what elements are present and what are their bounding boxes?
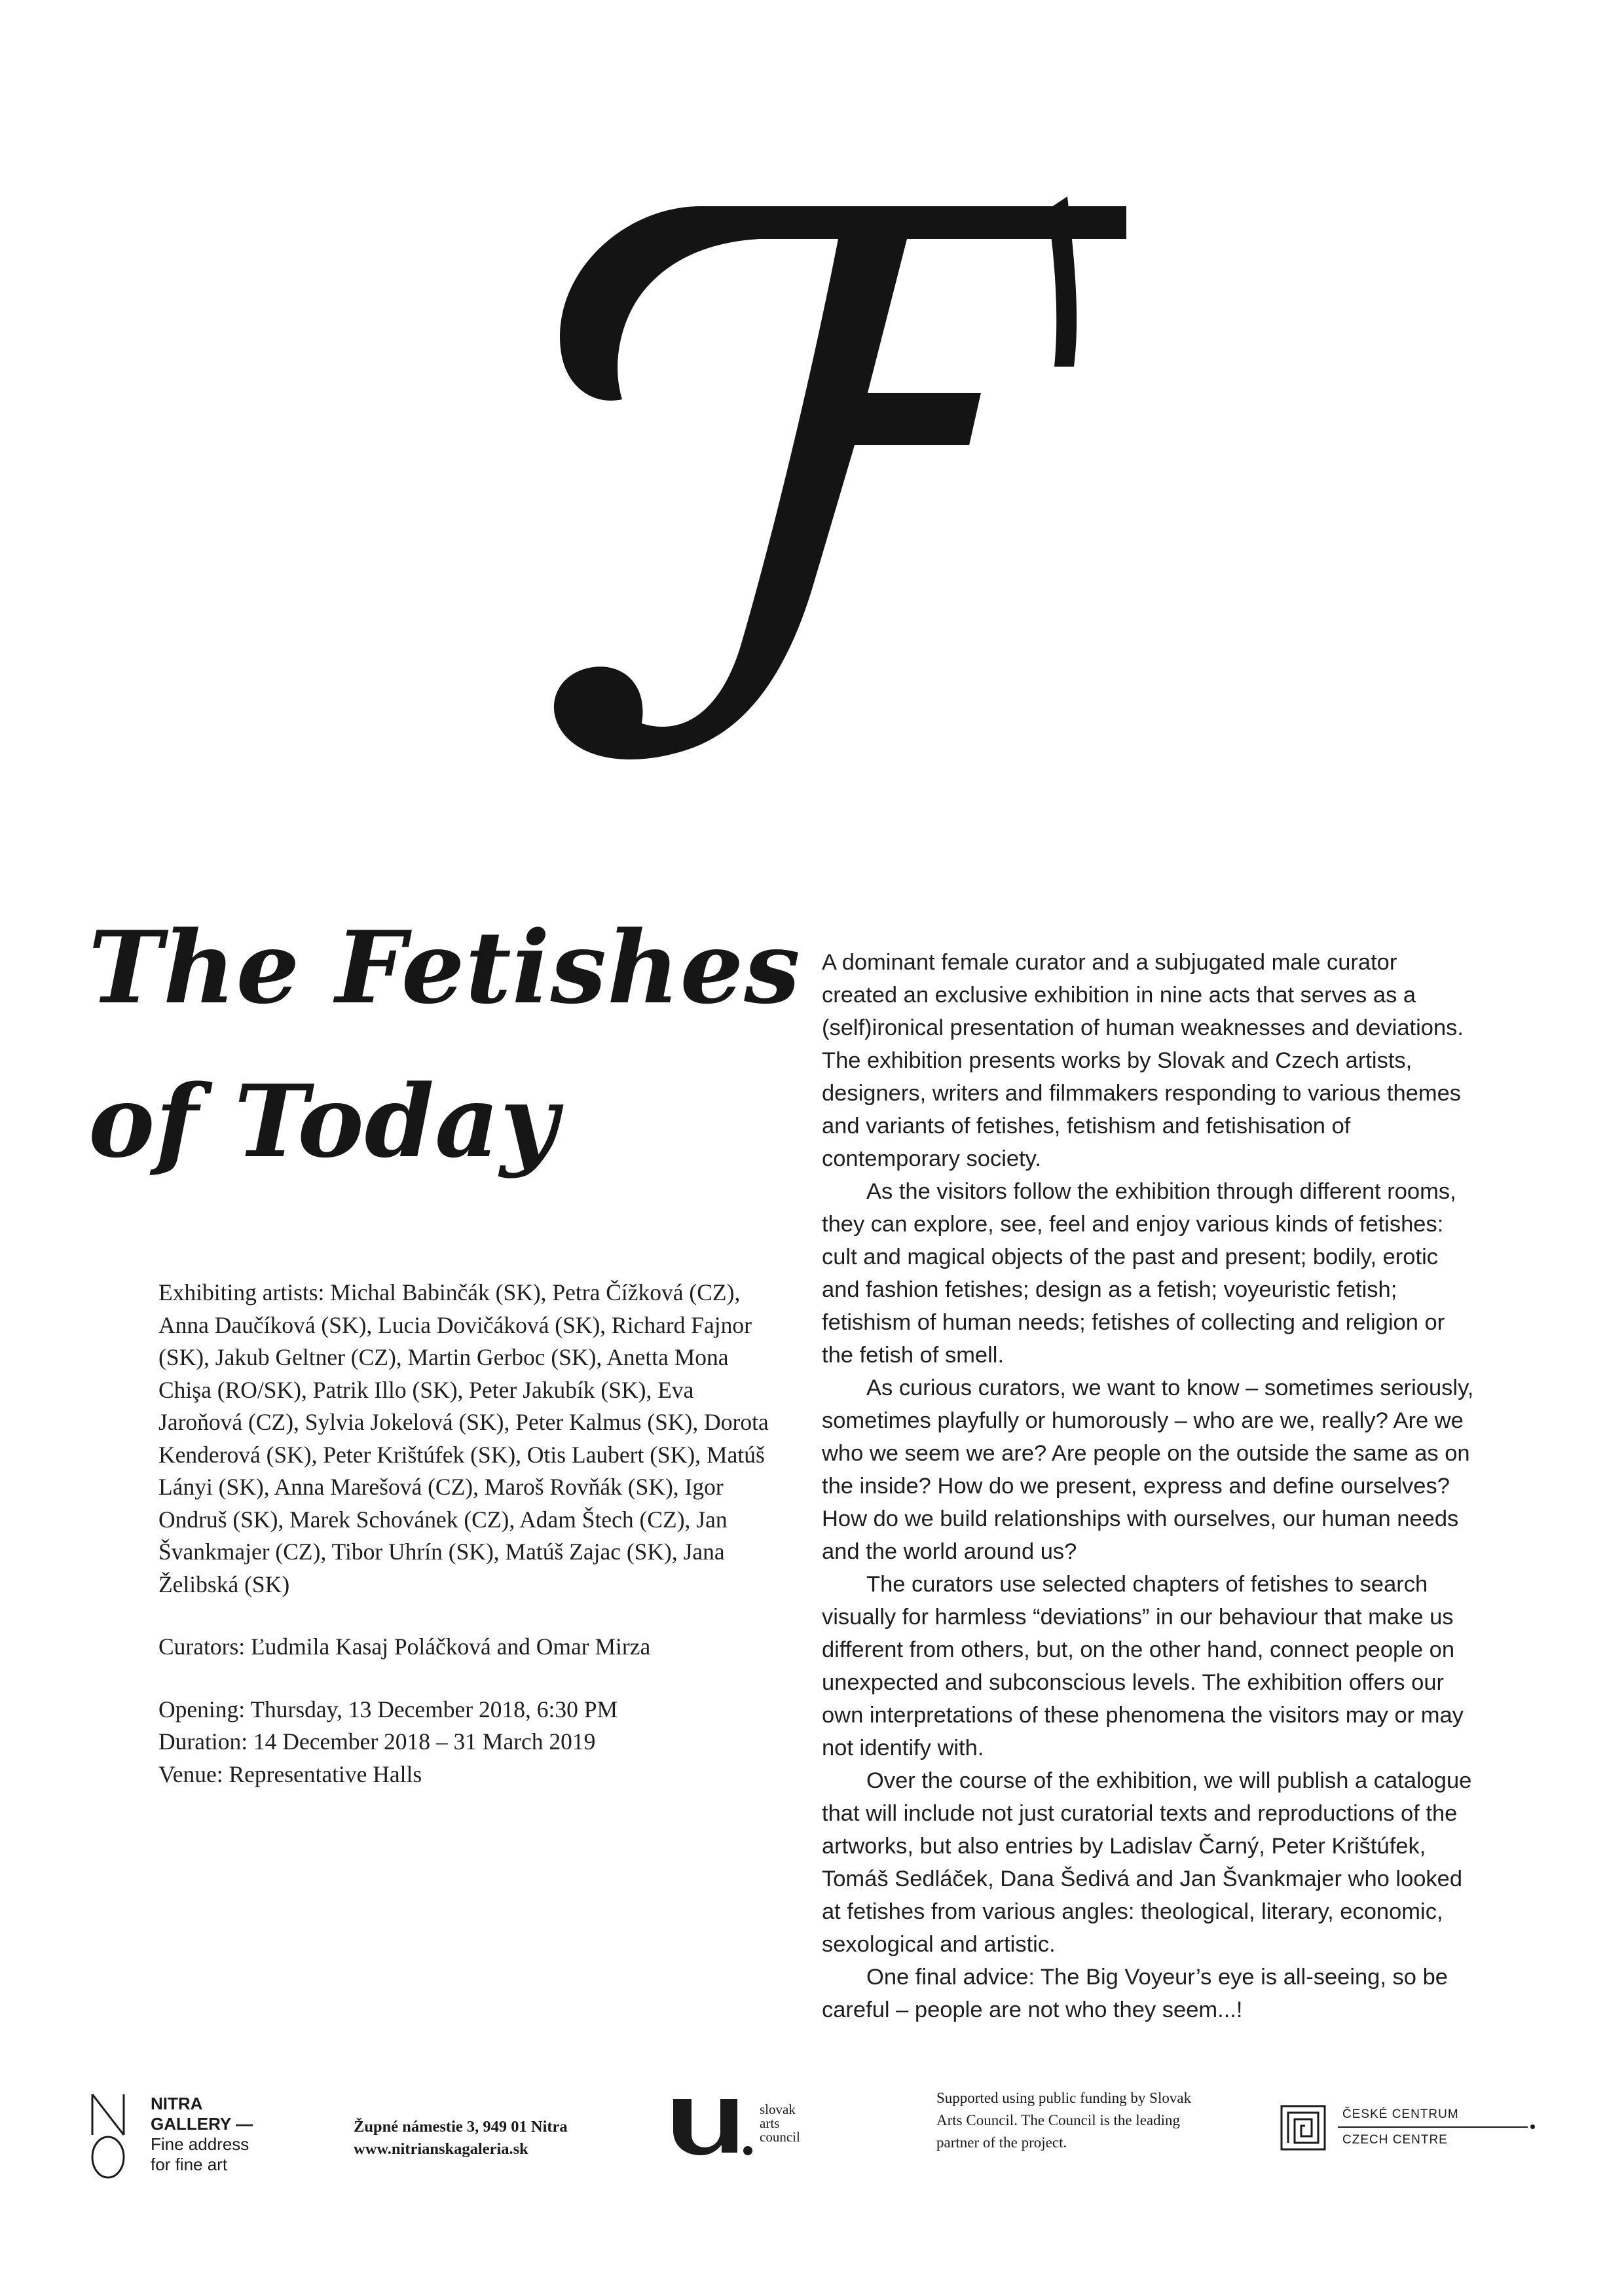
duration-line: Duration: 14 December 2018 – 31 March 2019 xyxy=(158,1728,596,1755)
nitra-gallery-logo-icon xyxy=(88,2092,128,2179)
opening-line: Opening: Thursday, 13 December 2018, 6:30 PM xyxy=(158,1696,618,1722)
czech-centre-rule xyxy=(1338,2126,1528,2128)
exhibition-info xyxy=(158,1277,774,1791)
description-paragraph: As the visitors follow the exhibition through different rooms, they can explore, see, feel and enjoy various kinds of fetishes: cult and magical objects of the past and present; bodily, erotic and fashion fetishes; design as a fetish; voyeuristic fetish; fetishism of human needs; fetishes of collecting and religion or the fetish of smell. xyxy=(822,1179,1456,1368)
gallery-name xyxy=(151,2094,262,2134)
curators-line: Curators: Ľudmila Kasaj Poláčková and Omar Mirza xyxy=(158,1633,651,1660)
title-line-2: of Today xyxy=(88,1063,559,1180)
title-line-1: The Fetishes xyxy=(88,909,801,1026)
council-line-1: slovak xyxy=(760,2102,796,2117)
council-line-3: council xyxy=(760,2129,800,2145)
czech-centre-name-cz: ČESKÉ CENTRUM xyxy=(1342,2107,1459,2121)
funding-note: Supported using public funding by Slovak Arts Council. The Council is the leading partner of the project. xyxy=(936,2090,1192,2151)
tagline-line-1: Fine address xyxy=(151,2134,249,2154)
gallery-name-line-1: NITRA xyxy=(151,2094,203,2113)
venue-line: Venue: Representative Halls xyxy=(158,1760,422,1787)
czech-centre-name-en: CZECH CENTRE xyxy=(1342,2133,1448,2147)
description-paragraph: One final advice: The Big Voyeur’s eye is all-seeing, so be careful – people are not who they seem...! xyxy=(822,1965,1448,2022)
description-paragraph: A dominant female curator and a subjugated male curator created an exclusive exhibition in nine acts that serves as a (self)ironical presentation of human weaknesses and deviations. The exhibition presents works by Slovak and Czech artists, designers, writers and filmmakers responding to various themes and variants of fetishes, fetishism and fetishisation of contemporary society. xyxy=(822,950,1464,1171)
description-paragraph: Over the course of the exhibition, we will publish a catalogue that will include not just curatorial texts and reproductions of the artworks, but also entries by Ladislav Čarný, Peter Krištúfek, Tomáš Sedláček, Dana Šedivá and Jan Švankmajer who looked at fetishes from various angles: theological, literary, economic, sexological and artistic. xyxy=(822,1768,1472,1957)
exhibition-title xyxy=(88,890,841,1198)
gallery-name-line-2: GALLERY — xyxy=(151,2114,253,2134)
council-line-2: arts xyxy=(760,2115,780,2131)
address-line: Župné námestie 3, 949 01 Nitra xyxy=(354,2118,568,2136)
description-paragraph: As curious curators, we want to know – sometimes seriously, sometimes playfully or humorously – who are we, really? Are we who we seem we are? Are people on the outside the same as on the inside? How do we present, express and define ourselves? How do we build relationships with ourselves, our human needs and the world around us? xyxy=(822,1376,1474,1564)
council-name xyxy=(760,2103,819,2144)
description-paragraph: The curators use selected chapters of fetishes to search visually for harmless “deviations” in our behaviour that make us different from others, but, on the other hand, connect people on unexpected and subconscious levels. The exhibition offers our own interpretations of these phenomena the visitors may or may not identify with. xyxy=(822,1572,1464,1760)
big-f-letterform xyxy=(498,92,1126,786)
gallery-address xyxy=(354,2116,568,2160)
czech-centre-logo-icon xyxy=(1280,2105,1326,2151)
artists-list: Exhibiting artists: Michal Babinčák (SK), Petra Čížková (CZ), Anna Daučíková (SK), Lucia Dovičáková (SK), Richard Fajnor (SK), Jakub Geltner (CZ), Martin Gerboc (SK), Anetta Mona Chişa (RO/SK), Patrik Illo (SK), Peter Jakubík (SK), Eva Jaroňová (CZ), Sylvia Jokelová (SK), Peter Kalmus (SK), Dorota Kenderová (SK), Peter Krištúfek (SK), Otis Laubert (SK), Matúš Lányi (SK), Anna Marešová (CZ), Maroš Rovňák (SK), Igor Ondruš (SK), Marek Schovánek (CZ), Adam Štech (CZ), Jan Švankmajer (CZ), Tibor Uhrín (SK), Matúš Zajac (SK), Jana Želibská (SK) xyxy=(158,1279,769,1597)
czech-centre-dot xyxy=(1530,2124,1535,2129)
slovak-arts-council-logo-icon xyxy=(668,2087,753,2159)
exhibition-description xyxy=(822,946,1477,2026)
tagline-line-2: for fine art xyxy=(151,2155,228,2174)
gallery-tagline xyxy=(151,2134,282,2175)
website-link[interactable]: www.nitrianskagaleria.sk xyxy=(354,2140,528,2158)
